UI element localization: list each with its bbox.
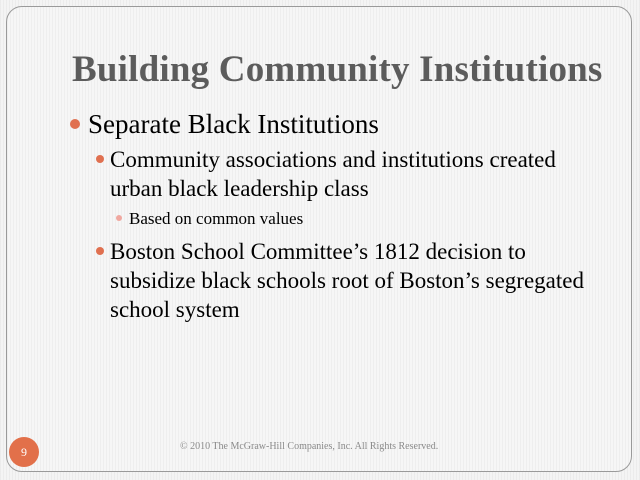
bullet-dot-icon <box>96 247 104 255</box>
bullet-text: Community associations and institutions created urban black leadership class <box>110 147 556 201</box>
bullet-dot-icon <box>116 215 122 221</box>
copyright-footer: © 2010 The McGraw-Hill Companies, Inc. All Rights Reserved. <box>180 441 439 452</box>
bullet-level2 <box>96 237 586 324</box>
bullet-dot-icon <box>96 155 104 163</box>
bullet-text: Based on common values <box>129 209 304 228</box>
bullet-dot-icon <box>70 119 80 129</box>
slide-number-badge: 9 <box>9 437 39 467</box>
bullet-text: Separate Black Institutions <box>88 109 379 139</box>
bullet-level3 <box>116 208 303 230</box>
bullet-level1 <box>70 108 610 140</box>
slide-title: Building Community Institutions <box>72 49 603 90</box>
bullet-text: Boston School Committee’s 1812 decision to subsidize black schools root of Boston’s segregated school system <box>110 239 584 322</box>
bullet-level2 <box>96 145 586 203</box>
